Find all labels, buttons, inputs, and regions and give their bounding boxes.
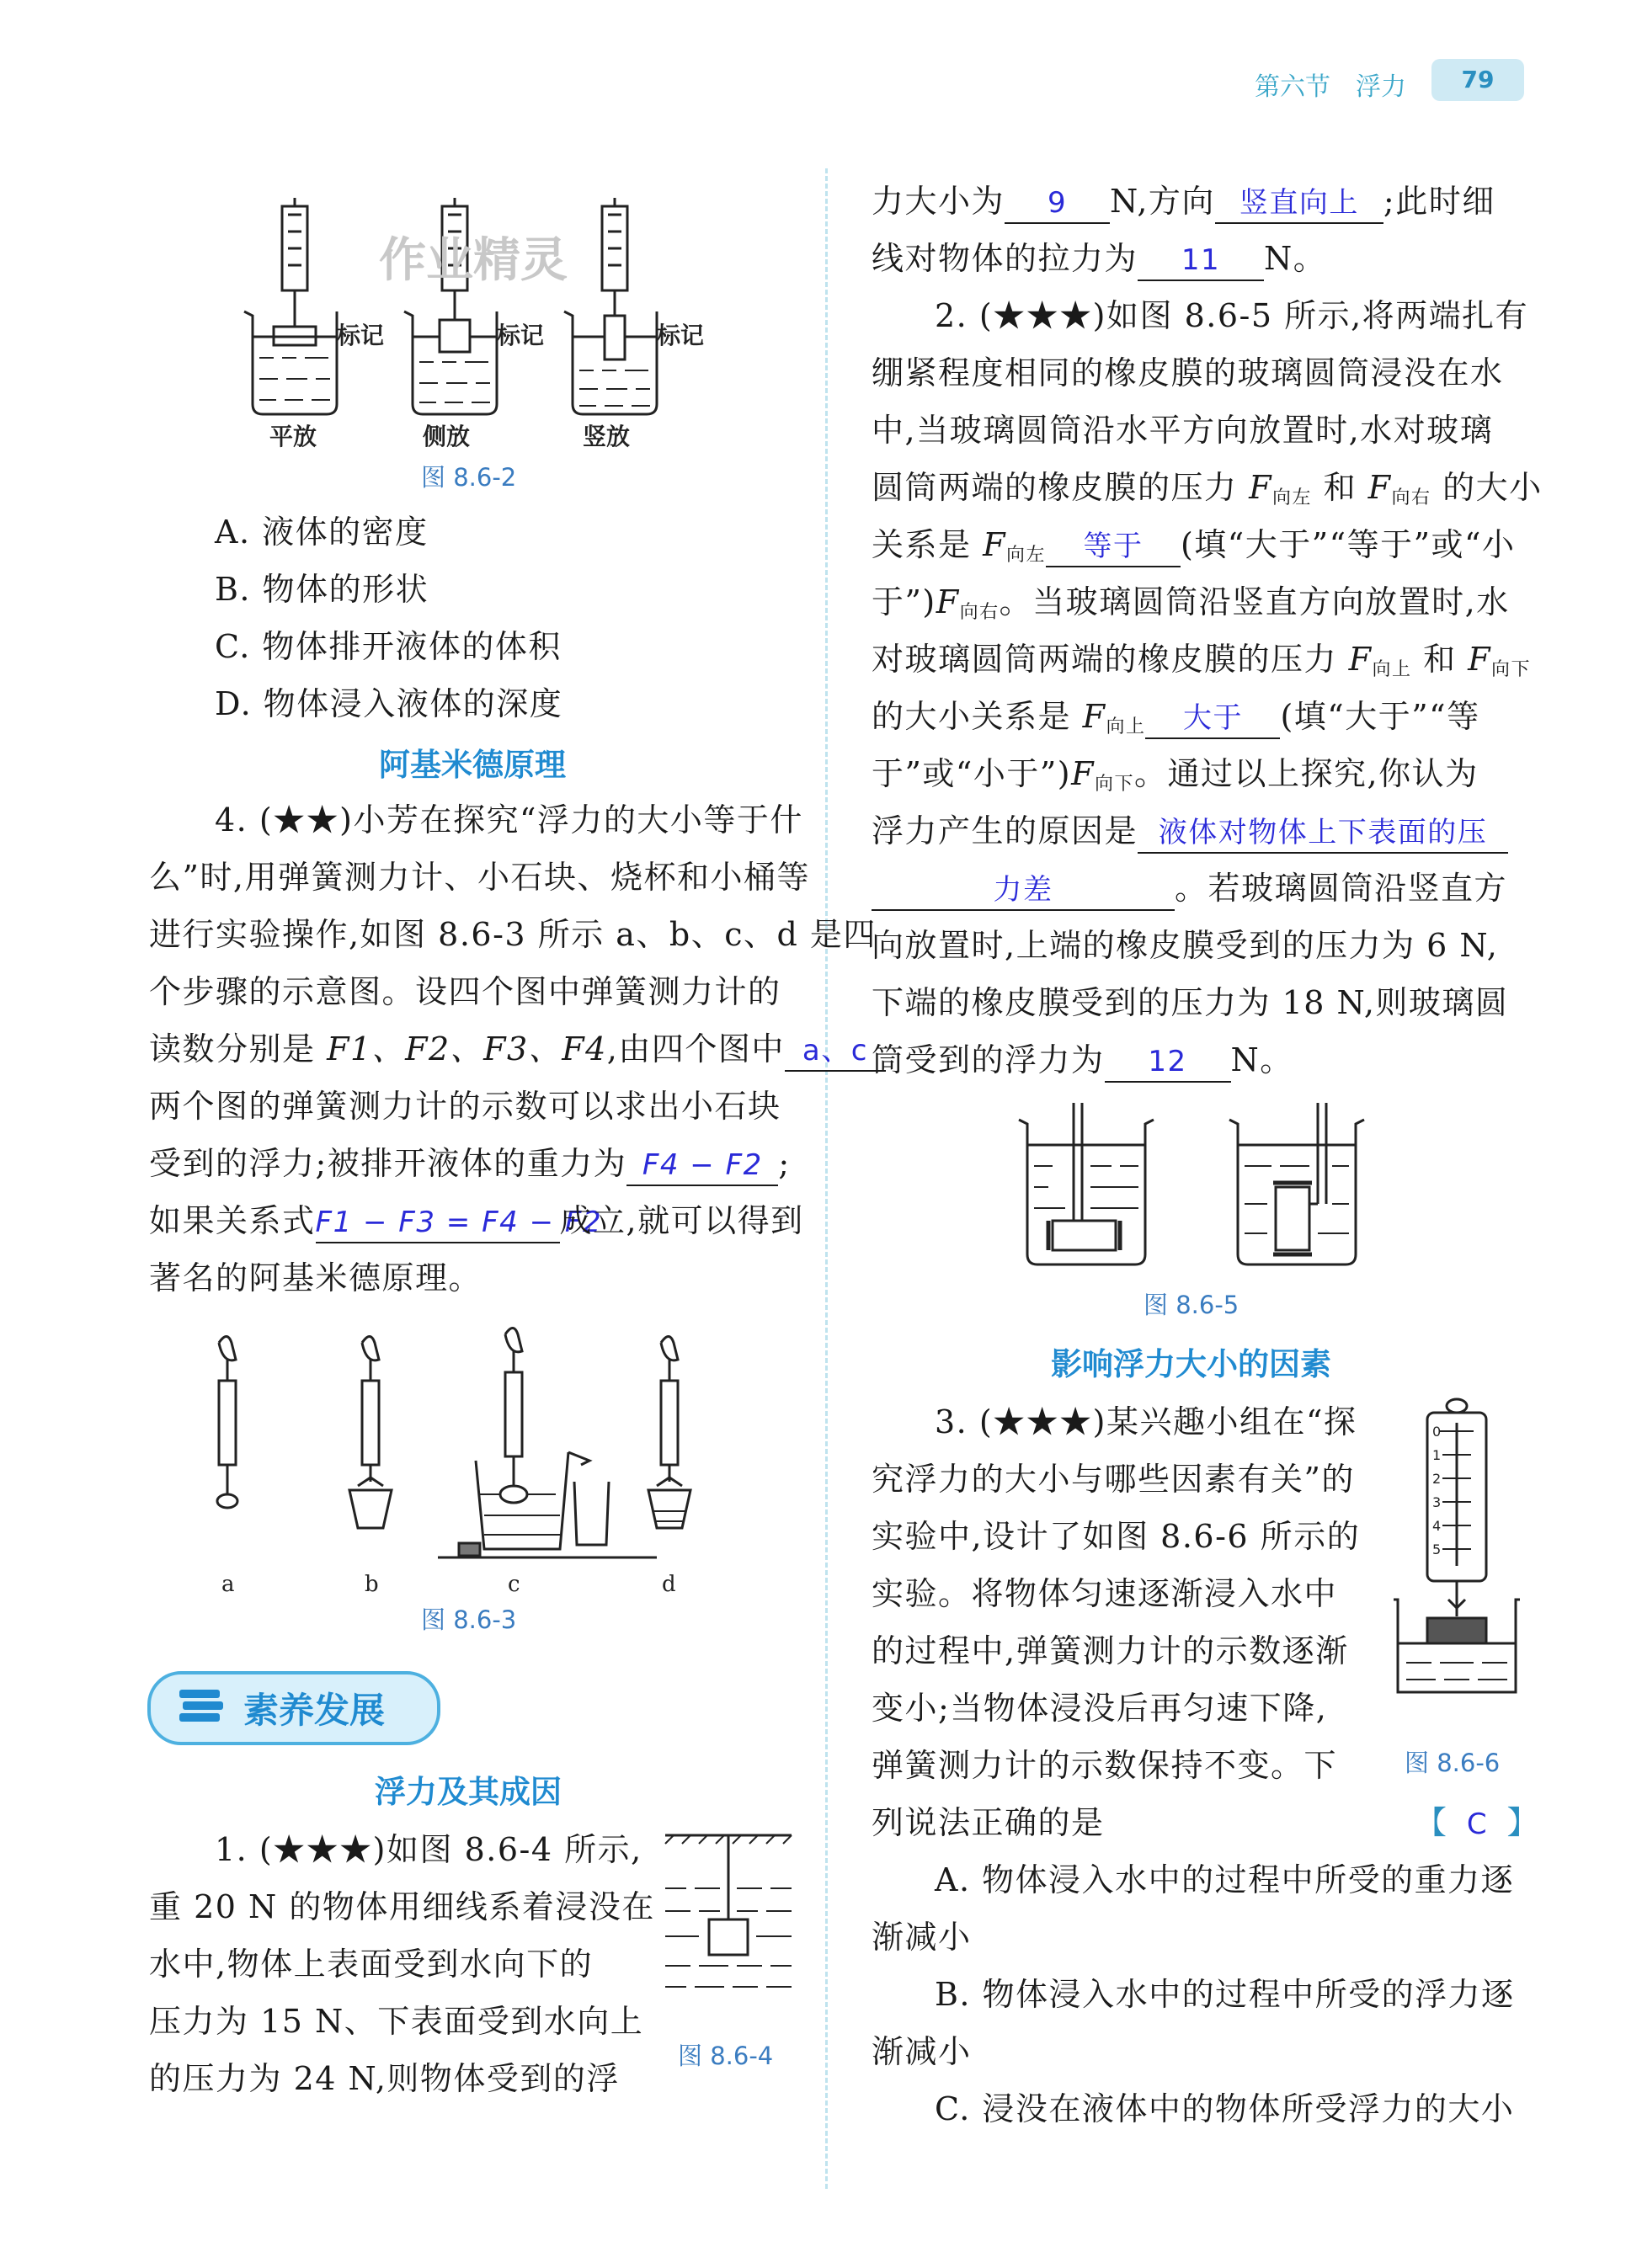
sub-up: 向上 xyxy=(1372,659,1412,680)
figure-8-6-2 xyxy=(236,194,707,450)
q3b-option-a-2: 渐减小 xyxy=(872,1919,972,1956)
q4-line8-prefix: 如果关系式 xyxy=(149,1202,316,1239)
q1-line4: 压力为 15 N、下表面受到水向上 xyxy=(149,2003,644,2040)
figure-8-6-4 xyxy=(665,1831,792,1999)
mark-label-1: 标记 xyxy=(337,322,385,349)
fig3-label-d: d xyxy=(662,1572,676,1597)
q1-cont1-mid: N,方向 xyxy=(1110,183,1215,220)
q4-line5-prefix: 读数分别是 xyxy=(149,1030,328,1067)
q2-line4-and: 和 xyxy=(1311,469,1368,506)
q3b-option-b-2: 渐减小 xyxy=(872,2033,972,2070)
beaker-flat xyxy=(244,198,337,414)
label-flat: 平放 xyxy=(269,423,317,450)
q1-line1: 1. (★★★)如图 8.6-4 所示, xyxy=(215,1831,642,1868)
q2-line10-prefix: 浮力产生的原因是 xyxy=(872,812,1138,849)
scale-tick-1: 1 xyxy=(1432,1447,1442,1463)
q3b-line3: 实验中,设计了如图 8.6-6 所示的 xyxy=(872,1518,1361,1555)
q4-line8-suffix: 成立,就可以得到 xyxy=(559,1202,804,1239)
figure-8-6-6 xyxy=(1394,1398,1520,1701)
q2-line11-suffix: 。若玻璃圆筒沿竖直方 xyxy=(1175,870,1508,907)
q3b-line8: 列说法正确的是 xyxy=(872,1804,1105,1841)
sub-left: 向左 xyxy=(1271,487,1312,508)
q2-line8-suffix: (填“大于”“等 xyxy=(1280,698,1480,735)
sub-left-2: 向左 xyxy=(1005,545,1046,566)
q2-line7-prefix: 对玻璃圆筒两端的橡皮膜的压力 xyxy=(872,641,1349,678)
q2-line9-prefix: 于”或“小于”) xyxy=(872,755,1072,792)
q2-line12: 向放置时,上端的橡皮膜受到的压力为 6 N, xyxy=(872,927,1499,964)
q2-line5-suffix: (填“大于”“等于”或“小 xyxy=(1180,526,1516,563)
caption-8-6-2: 图 8.6-2 xyxy=(421,463,517,492)
q1-cont2-suffix: N。 xyxy=(1264,240,1327,277)
q4-line6: 两个图的弹簧测力计的示数可以求出小石块 xyxy=(149,1088,781,1125)
answer-blank-tension[interactable]: 11 xyxy=(1138,241,1264,281)
force-f-right-2: F xyxy=(936,583,960,620)
q2-line14 xyxy=(872,1031,1293,1089)
caption-8-6-4: 图 8.6-4 xyxy=(678,2042,774,2070)
q4-line1: 4. (★★)小芳在探究“浮力的大小等于什 xyxy=(215,801,803,839)
section-factors: 影响浮力大小的因素 xyxy=(1051,1346,1331,1382)
watermark: 作业精灵 xyxy=(379,233,568,288)
q3-option-a: A. 液体的密度 xyxy=(215,514,429,551)
q4-line7-suffix: ; xyxy=(778,1145,791,1182)
label-side: 侧放 xyxy=(423,423,471,450)
q3b-option-b-1: B. 物体浸入水中的过程中所受的浮力逐 xyxy=(935,1976,1515,2013)
q2-line4-suffix: 的大小 xyxy=(1431,469,1543,506)
sub-right: 向右 xyxy=(1391,487,1431,508)
caption-8-6-5: 图 8.6-5 xyxy=(1144,1291,1239,1319)
q1-cont-line1 xyxy=(872,173,1495,230)
q4-line2: 么”时,用弹簧测力计、小石块、烧杯和小桶等 xyxy=(149,859,811,896)
books-icon xyxy=(176,1686,227,1727)
answer-bracket: 【 C 】 xyxy=(1415,1794,1540,1853)
q2-line8-prefix: 的大小关系是 xyxy=(872,698,1083,735)
section-buoyancy: 浮力及其成因 xyxy=(375,1774,562,1810)
force-f-down: F xyxy=(1468,641,1492,678)
literacy-badge xyxy=(147,1671,440,1745)
figure-8-6-3 xyxy=(185,1326,775,1595)
sub-up-2: 向上 xyxy=(1106,716,1146,737)
q4-line4: 个步骤的示意图。设四个图中弹簧测力计的 xyxy=(149,973,781,1010)
q3b-line2: 究浮力的大小与哪些因素有关”的 xyxy=(872,1461,1355,1498)
force-symbols: F1、F2、F3、F4 xyxy=(327,1030,607,1067)
answer-choice[interactable]: C xyxy=(1466,1807,1489,1841)
q3-option-d: D. 物体浸入液体的深度 xyxy=(215,685,563,722)
q3b-line4: 实验。将物体匀速逐渐浸入水中 xyxy=(872,1575,1338,1612)
q1-line3: 水中,物体上表面受到水向下的 xyxy=(149,1946,594,1983)
caption-8-6-6: 图 8.6-6 xyxy=(1405,1749,1501,1777)
q2-line11 xyxy=(872,860,1507,917)
q3b-option-a-1: A. 物体浸入水中的过程中所受的重力逐 xyxy=(935,1861,1515,1898)
q1-cont1-prefix: 力大小为 xyxy=(872,183,1005,220)
mark-label-2: 标记 xyxy=(497,322,545,349)
sub-right-2: 向右 xyxy=(959,602,1000,623)
answer-blank-buoyancy[interactable]: 12 xyxy=(1105,1042,1231,1083)
q2-line14-suffix: N。 xyxy=(1230,1041,1293,1078)
section-archimedes: 阿基米德原理 xyxy=(379,747,566,783)
label-vertical: 竖放 xyxy=(583,423,631,450)
q2-line3: 中,当玻璃圆筒沿水平方向放置时,水对玻璃 xyxy=(872,412,1494,449)
q3-option-c: C. 物体排开液体的体积 xyxy=(215,628,562,665)
answer-blank-greater[interactable]: 大于 xyxy=(1145,699,1280,739)
scale-tick-2: 2 xyxy=(1432,1471,1442,1487)
beaker-vertical xyxy=(564,198,657,414)
fig3-label-c: c xyxy=(508,1572,520,1597)
q1-cont2-prefix: 线对物体的拉力为 xyxy=(872,240,1138,277)
q1-cont1-suffix: ;此时细 xyxy=(1383,183,1495,220)
force-f-up-2: F xyxy=(1082,698,1106,735)
q1-line2: 重 20 N 的物体用细线系着浸没在 xyxy=(149,1888,655,1925)
caption-8-6-3: 图 8.6-3 xyxy=(421,1605,517,1634)
q4-line7 xyxy=(149,1135,791,1192)
sub-down-2: 向下 xyxy=(1094,774,1134,795)
q1-cont-line2 xyxy=(872,230,1326,287)
sub-down: 向下 xyxy=(1491,659,1532,680)
scale-tick-4: 4 xyxy=(1432,1518,1442,1534)
q3b-line1: 3. (★★★)某兴趣小组在“探 xyxy=(935,1403,1357,1440)
q4-line9: 著名的阿基米德原理。 xyxy=(149,1259,482,1296)
q2-line6-prefix: 于”) xyxy=(872,583,936,620)
answer-blank-figures[interactable]: a、c xyxy=(785,1031,886,1072)
q2-line9-suffix: 。通过以上探究,你认为 xyxy=(1134,755,1479,792)
q2-line1: 2. (★★★)如图 8.6-5 所示,将两端扎有 xyxy=(935,297,1529,334)
scale-tick-5: 5 xyxy=(1432,1541,1442,1557)
q3b-line6: 变小;当物体浸没后再匀速下降, xyxy=(872,1690,1328,1727)
q2-line7-and: 和 xyxy=(1411,641,1469,678)
answer-blank-reason-2[interactable]: 力差 xyxy=(872,870,1175,911)
q4-line8 xyxy=(149,1192,804,1249)
q2-line13: 下端的橡皮膜受到的压力为 18 N,则玻璃圆 xyxy=(872,984,1509,1021)
force-f-left-2: F xyxy=(983,526,1006,563)
mark-label-3: 标记 xyxy=(657,322,705,349)
column-divider xyxy=(825,168,828,2189)
q4-line3: 进行实验操作,如图 8.6-3 所示 a、b、c、d 是四 xyxy=(149,916,877,953)
force-f-left: F xyxy=(1249,469,1272,506)
q2-line4-prefix: 圆筒两端的橡皮膜的压力 xyxy=(872,469,1250,506)
force-f-down-2: F xyxy=(1071,755,1095,792)
q2-line5-prefix: 关系是 xyxy=(872,526,984,563)
answer-blank-direction[interactable]: 竖直向上 xyxy=(1215,184,1383,224)
q3-option-b: B. 物体的形状 xyxy=(215,571,429,608)
beaker-side xyxy=(404,198,497,414)
q4-line5-suffix: ,由四个图中 xyxy=(606,1030,785,1067)
q4-line7-prefix: 受到的浮力;被排开液体的重力为 xyxy=(149,1145,627,1182)
fig3-label-a: a xyxy=(221,1572,235,1597)
answer-blank-buoyant-force[interactable]: 9 xyxy=(1005,184,1110,224)
badge-label: 素养发展 xyxy=(243,1690,386,1731)
page-number: 79 xyxy=(1431,59,1524,101)
q3b-line7: 弹簧测力计的示数保持不变。下 xyxy=(872,1747,1338,1784)
answer-blank-equal[interactable]: 等于 xyxy=(1046,527,1181,567)
answer-blank-relation[interactable]: F1 − F3 = F4 − F2 xyxy=(316,1203,560,1243)
force-f-up: F xyxy=(1348,641,1373,678)
fig3-label-b: b xyxy=(365,1572,379,1597)
answer-blank-reason-1[interactable]: 液体对物体上下表面的压 xyxy=(1138,813,1508,854)
q2-line10 xyxy=(872,802,1508,860)
q2-line2: 绷紧程度相同的橡皮膜的玻璃圆筒浸没在水 xyxy=(872,354,1504,391)
scale-tick-0: 0 xyxy=(1432,1424,1442,1440)
scale-tick-3: 3 xyxy=(1432,1494,1442,1510)
q3b-option-c-1: C. 浸没在液体中的物体所受浮力的大小 xyxy=(935,2090,1515,2127)
q2-line6-suffix: 。当玻璃圆筒沿竖直方向放置时,水 xyxy=(999,583,1510,620)
chapter-title: 第六节 浮力 xyxy=(1255,72,1406,102)
answer-blank-displaced-weight[interactable]: F4 − F2 xyxy=(626,1146,778,1186)
q2-line14-prefix: 筒受到的浮力为 xyxy=(872,1041,1105,1078)
q1-line5: 的压力为 24 N,则物体受到的浮 xyxy=(149,2060,620,2097)
q4-line5 xyxy=(149,1020,886,1078)
q3b-line5: 的过程中,弹簧测力计的示数逐渐 xyxy=(872,1632,1349,1669)
figure-8-6-5 xyxy=(1019,1103,1373,1271)
force-f-right: F xyxy=(1367,469,1392,506)
